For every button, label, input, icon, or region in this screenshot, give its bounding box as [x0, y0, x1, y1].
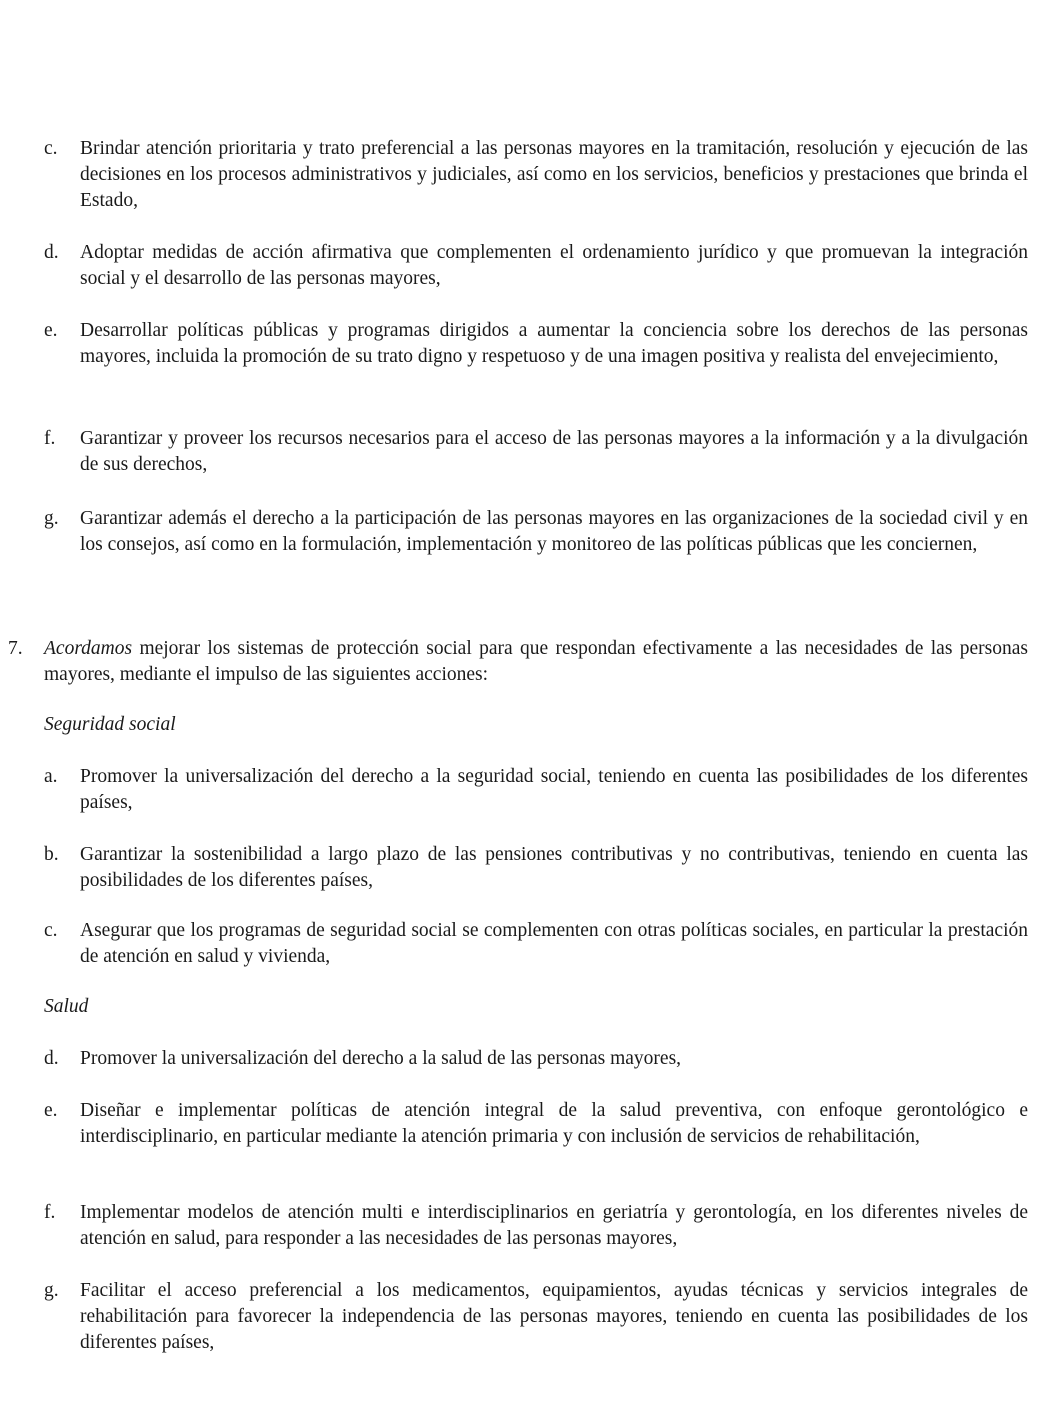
item-label: e. — [44, 320, 58, 341]
item-label: g. — [44, 1280, 59, 1301]
item-label: c. — [44, 138, 58, 159]
item-label: d. — [44, 1048, 59, 1069]
item-text: Asegurar que los programas de seguridad social se complementen con otras políticas sociales, en particular la prestación de atención en salud y vivienda, — [80, 920, 1028, 967]
section-heading-salud: Salud — [44, 996, 89, 1017]
item-text: Brindar atención prioritaria y trato preferencial a las personas mayores en la tramitación, resolución y ejecución de las decisiones en los procesos administrativos y judiciales, así como en los servicios, beneficios y prestaciones que brinda el Estado, — [80, 138, 1028, 211]
item-text: Garantizar la sostenibilidad a largo plazo de las pensiones contributivas y no contributivas, teniendo en cuenta las posibilidades de los diferentes países, — [80, 844, 1028, 891]
item-label: a. — [44, 766, 58, 787]
item-text: Diseñar e implementar políticas de atención integral de la salud preventiva, con enfoque gerontológico e interdisciplinario, en particular mediante la atención primaria y con inclusión de servicios de rehabilitación, — [80, 1100, 1028, 1147]
item-label: g. — [44, 508, 59, 529]
item-text: Garantizar y proveer los recursos necesarios para el acceso de las personas mayores a la información y a la divulgación de sus derechos, — [80, 428, 1028, 475]
item-text: Implementar modelos de atención multi e interdisciplinarios en geriatría y gerontología, en los diferentes niveles de atención en salud, para responder a las necesidades de las personas mayores, — [80, 1202, 1028, 1249]
section-heading-seguridad-social: Seguridad social — [44, 714, 176, 735]
item-text: Facilitar el acceso preferencial a los medicamentos, equipamientos, ayudas técnicas y servicios integrales de rehabilitación para favorecer la independencia de las personas mayores, teniendo en cuenta las posibilidades de los diferentes países, — [80, 1280, 1028, 1353]
item-text: Promover la universalización del derecho a la seguridad social, teniendo en cuenta las posibilidades de los diferentes países, — [80, 766, 1028, 813]
paragraph-number: 7. — [8, 638, 23, 659]
item-label: c. — [44, 920, 58, 941]
paragraph-text — [44, 636, 1028, 688]
paragraph-body: mejorar los sistemas de protección social para que respondan efectivamente a las necesidades de las personas mayores, mediante el impulso de las siguientes acciones: — [44, 638, 1028, 685]
item-text: Desarrollar políticas públicas y programas dirigidos a aumentar la conciencia sobre los derechos de las personas mayores, incluida la promoción de su trato digno y respetuoso y de una imagen positiva y realista del envejecimiento, — [80, 320, 1028, 367]
item-label: f. — [44, 1202, 56, 1223]
item-text: Adoptar medidas de acción afirmativa que complementen el ordenamiento jurídico y que promuevan la integración social y el desarrollo de las personas mayores, — [80, 242, 1028, 289]
item-label: b. — [44, 844, 59, 865]
paragraph-lead-italic: Acordamos — [44, 638, 133, 659]
item-text: Garantizar además el derecho a la participación de las personas mayores en las organizaciones de la sociedad civil y en los consejos, así como en la formulación, implementación y monitoreo de las políticas públicas que les conciernen, — [80, 508, 1028, 555]
item-text: Promover la universalización del derecho a la salud de las personas mayores, — [80, 1048, 682, 1069]
item-label: e. — [44, 1100, 58, 1121]
item-label: d. — [44, 242, 59, 263]
item-label: f. — [44, 428, 56, 449]
